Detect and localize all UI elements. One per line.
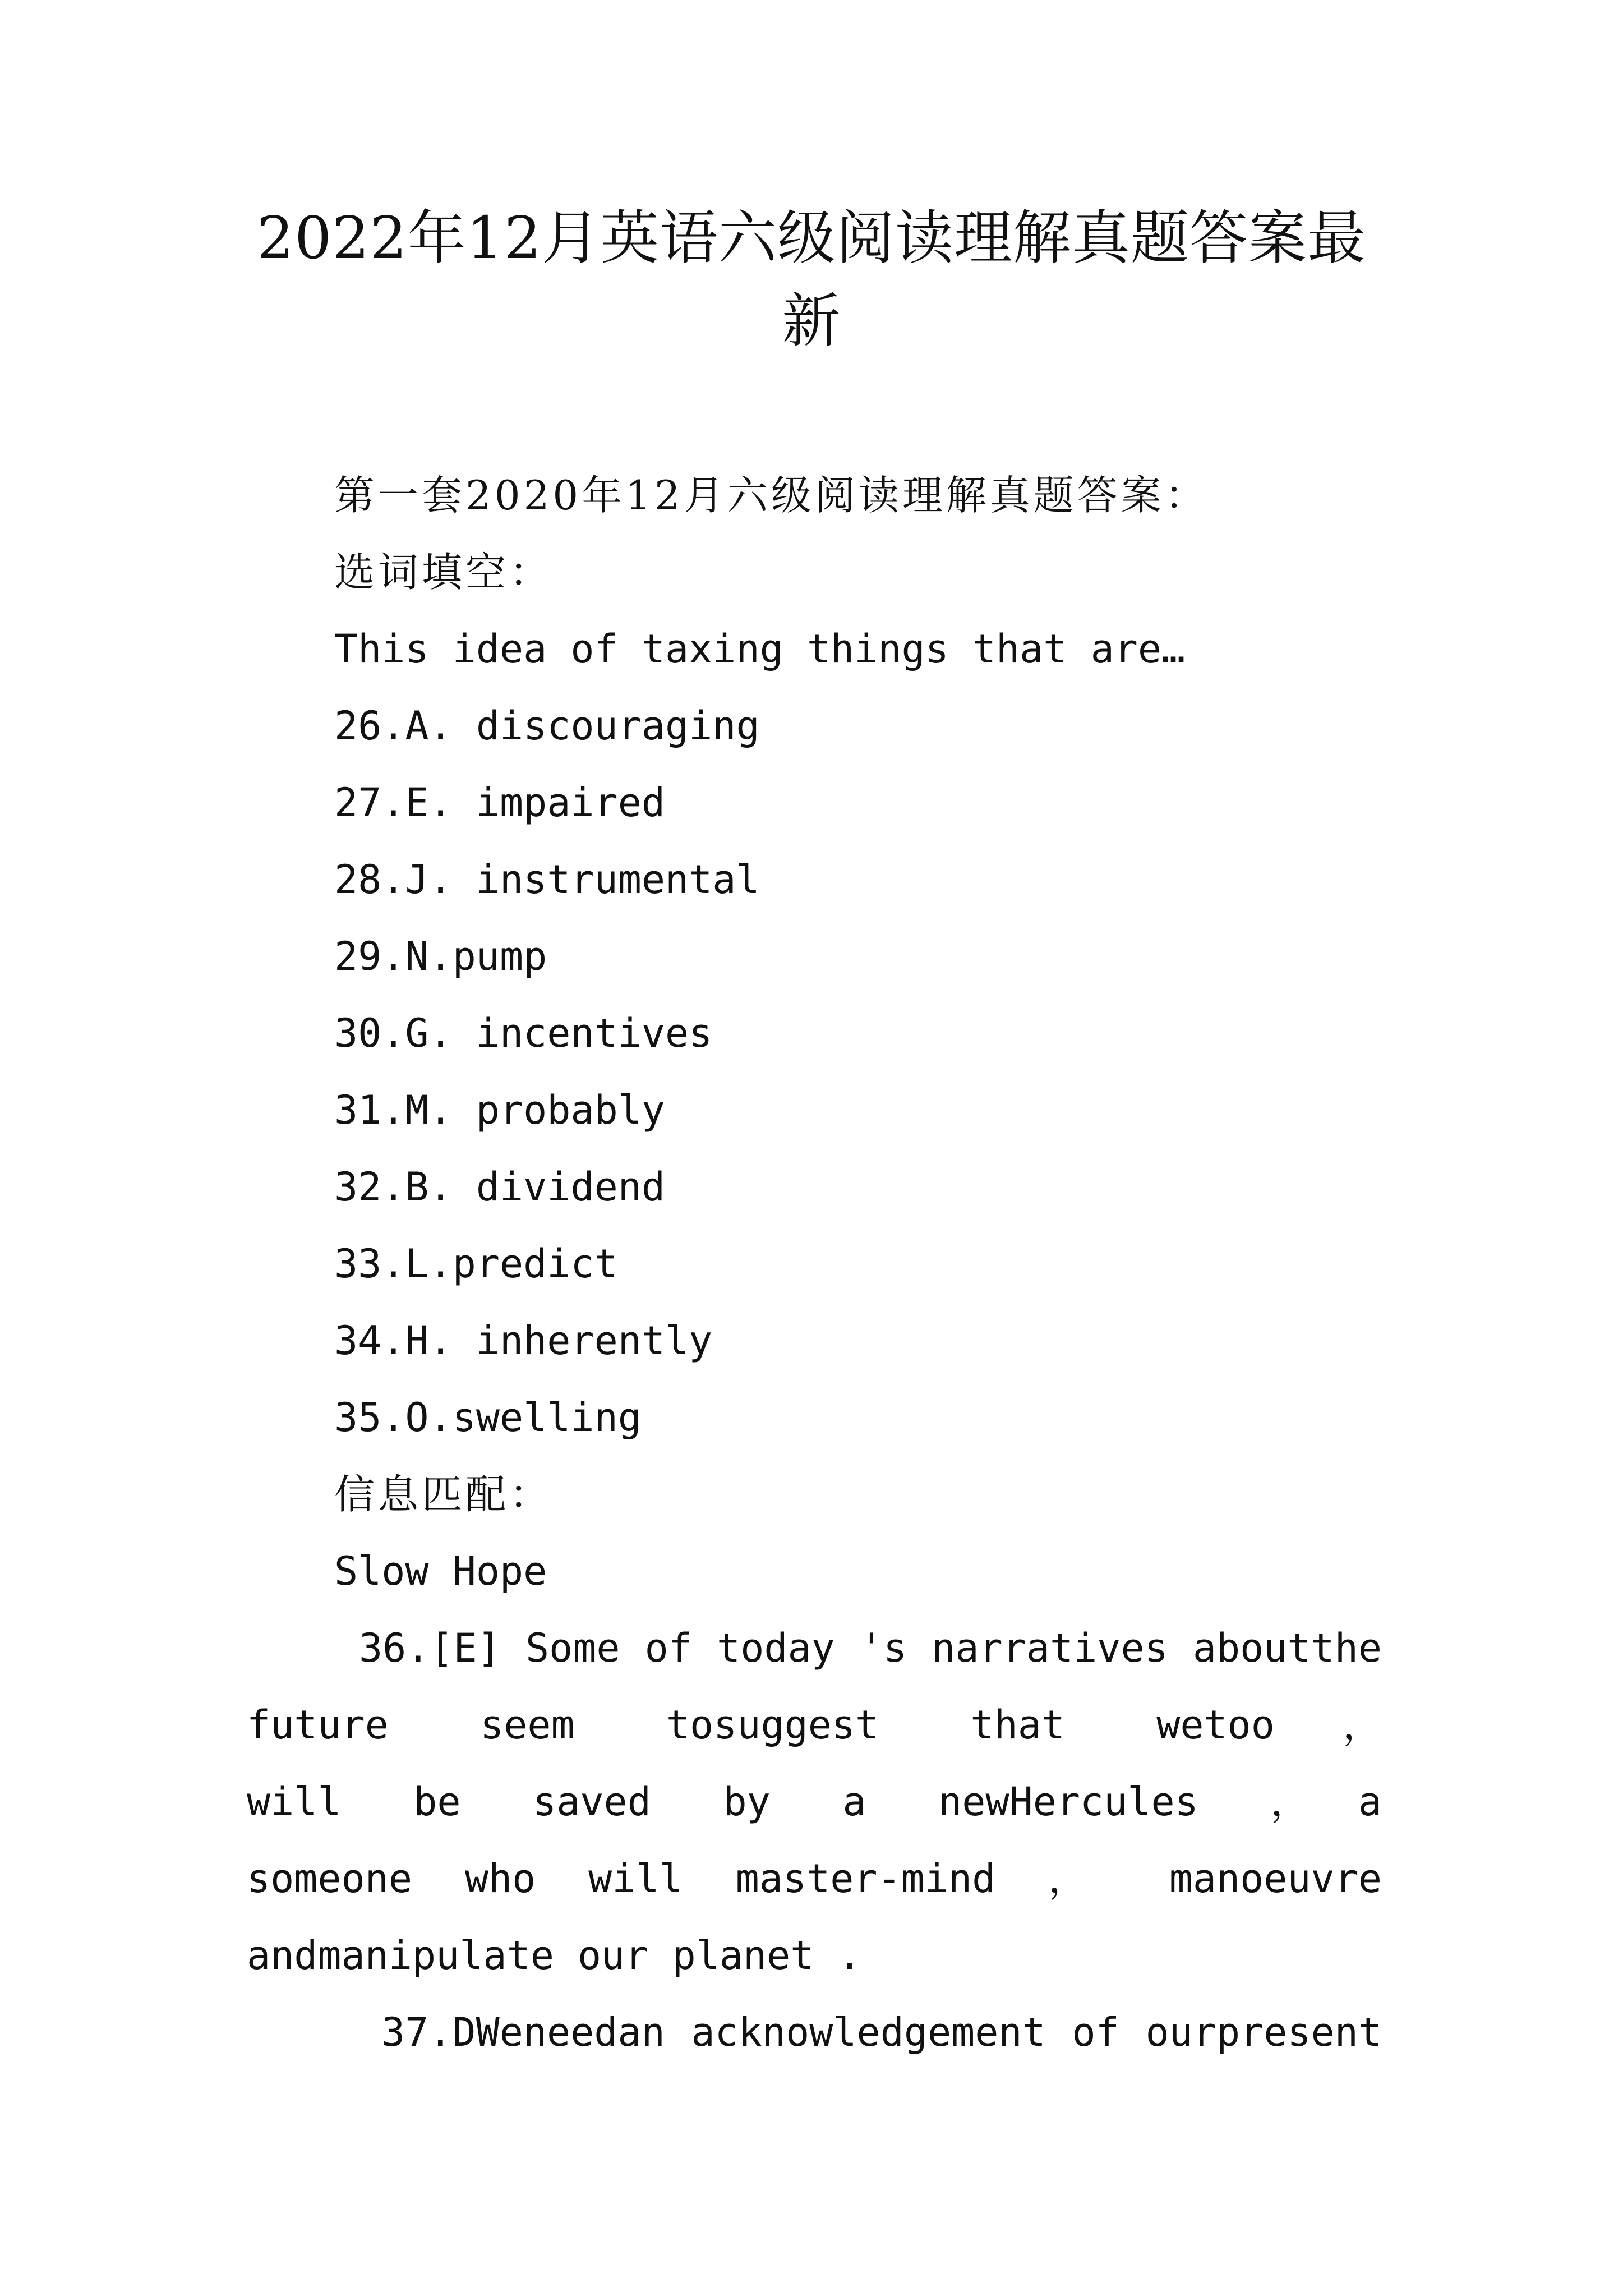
answer-item: 26.A. discouraging	[334, 703, 760, 749]
title-line-2: 新	[782, 287, 841, 355]
paragraph-36-line-1: 36.[E] Some of today 's narratives aboutthe	[359, 1625, 1382, 1671]
answer-item: 31.M. probably	[334, 1087, 666, 1133]
answer-item: 33.L.predict	[334, 1241, 618, 1287]
answer-item: 32.B. dividend	[334, 1164, 666, 1210]
paragraph-36-line-3: will be saved by a newHercules ，a	[247, 1779, 1382, 1825]
paragraph-36-line-4: someone who will master-mind ， manoeuvre	[247, 1856, 1382, 1902]
cloze-section-label: 选词填空：	[334, 549, 554, 596]
paragraph-36-line-2: future seem tosuggest that wetoo，	[247, 1702, 1382, 1748]
section-heading: 第一套2020年12月六级阅读理解真题答案：	[334, 472, 1209, 519]
title-line-1: 2022年12月英语六级阅读理解真题答案最	[256, 204, 1366, 272]
paragraph-36-line-5: andmanipulate our planet .	[247, 1932, 861, 1978]
matching-section-label: 信息匹配：	[334, 1471, 554, 1518]
cloze-intro: This idea of taxing things that are…	[334, 626, 1186, 672]
document-title	[241, 196, 1382, 362]
answer-item: 34.H. inherently	[334, 1318, 713, 1364]
passage-title: Slow Hope	[334, 1548, 547, 1594]
answer-item: 28.J. instrumental	[334, 857, 760, 903]
paragraph-37-line-1: 37.DWeneedan acknowledgement of ourpresent	[381, 2009, 1382, 2055]
answer-item: 29.N.pump	[334, 933, 547, 979]
answer-item: 27.E. impaired	[334, 780, 666, 826]
answer-item: 35.O.swelling	[334, 1395, 642, 1441]
answer-item: 30.G. incentives	[334, 1010, 713, 1056]
